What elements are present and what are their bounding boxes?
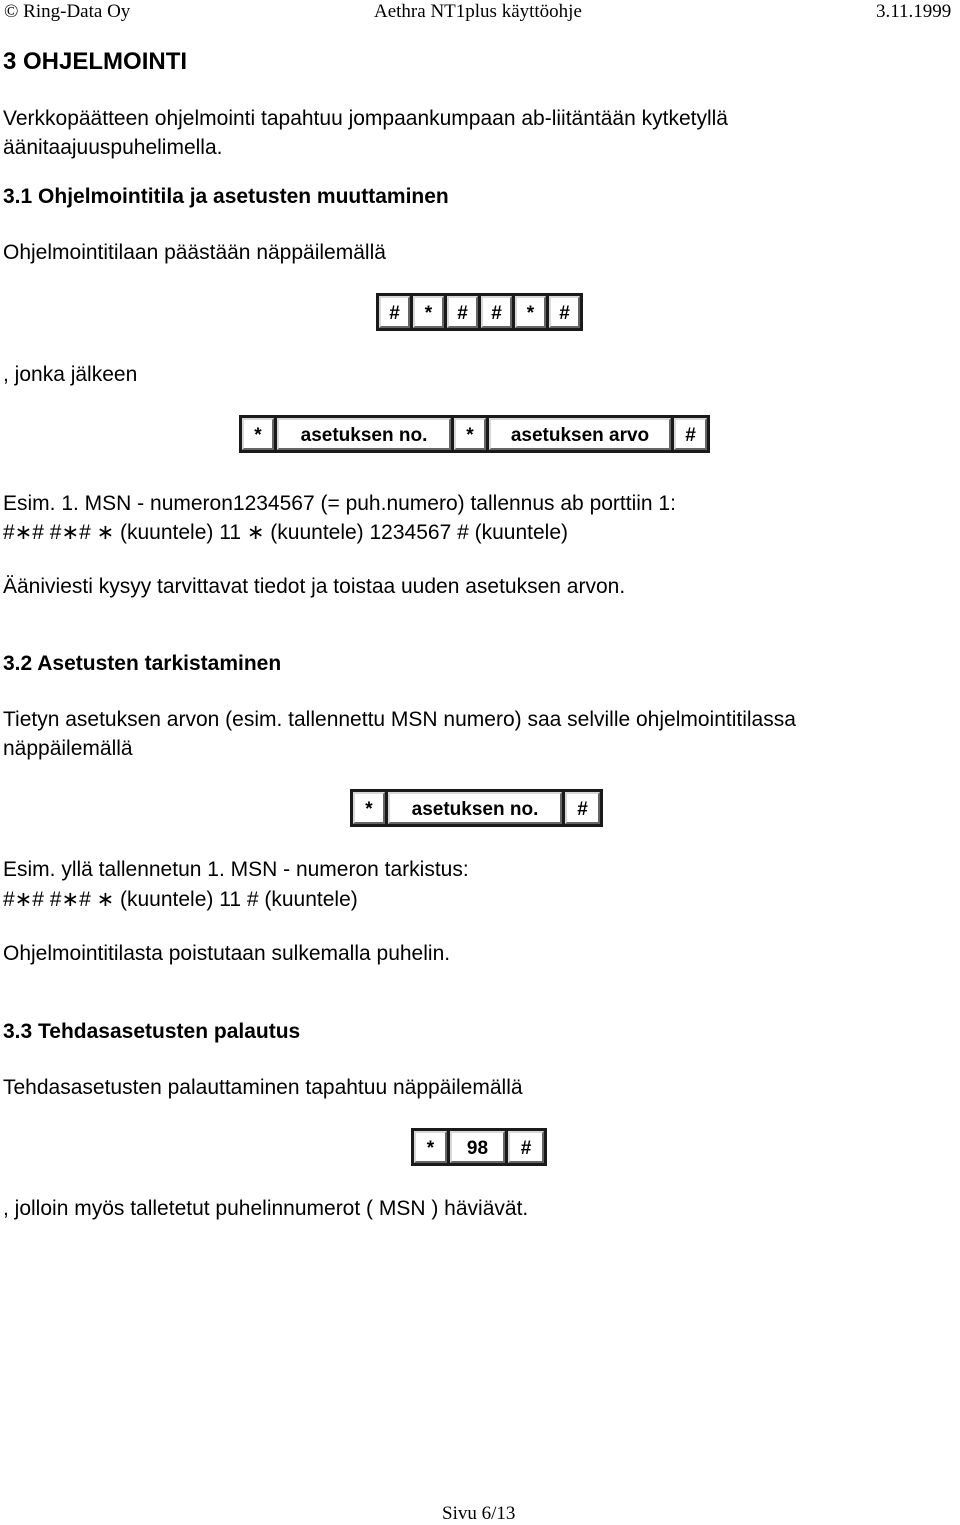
key-setting-number: asetuksen no. bbox=[388, 792, 562, 824]
section-3-3-title: 3.3 Tehdasasetusten palautus bbox=[3, 1020, 301, 1043]
section-3-2-line2: näppäilemällä bbox=[3, 737, 133, 760]
key-hash: # bbox=[481, 296, 512, 328]
key-hash: # bbox=[674, 418, 707, 450]
key-98: 98 bbox=[450, 1131, 505, 1163]
key-star: * bbox=[242, 418, 274, 450]
key-hash: # bbox=[508, 1131, 544, 1163]
key-star: * bbox=[414, 1131, 447, 1163]
header-copyright: © Ring-Data Oy bbox=[4, 1, 131, 22]
chapter-title: 3 OHJELMOINTI bbox=[3, 48, 188, 75]
chapter-intro-line1: Verkkopäätteen ohjelmointi tapahtuu jompaankumpaan ab-liitäntään kytketyllä bbox=[3, 107, 728, 130]
chapter-intro-line2: äänitaajuuspuhelimella. bbox=[3, 136, 223, 159]
section-3-1-note: Ääniviesti kysyy tarvittavat tiedot ja toistaa uuden asetuksen arvon. bbox=[3, 575, 626, 598]
keys-check-setting bbox=[350, 789, 603, 827]
section-3-1-title: 3.1 Ohjelmointitila ja asetusten muuttaminen bbox=[3, 185, 449, 208]
page-number: Sivu 6/13 bbox=[442, 1503, 516, 1524]
section-3-3-line1: Tehdasasetusten palauttaminen tapahtuu näppäilemällä bbox=[3, 1076, 523, 1099]
keys-factory-reset bbox=[411, 1128, 547, 1166]
section-3-2-example: Esim. yllä tallennetun 1. MSN - numeron tarkistus: bbox=[3, 858, 469, 881]
section-3-1-after-label: , jonka jälkeen bbox=[3, 363, 138, 386]
key-star: * bbox=[413, 296, 444, 328]
key-star: * bbox=[515, 296, 546, 328]
key-hash: # bbox=[549, 296, 580, 328]
key-star: * bbox=[454, 418, 486, 450]
section-3-1-sequence: #∗# #∗# ∗ (kuuntele) 11 ∗ (kuuntele) 1234567 # (kuuntele) bbox=[3, 521, 568, 544]
section-3-1-line1: Ohjelmointitilaan päästään näppäilemällä bbox=[3, 241, 386, 264]
section-3-2-title: 3.2 Asetusten tarkistaminen bbox=[3, 652, 282, 675]
key-hash: # bbox=[565, 792, 600, 824]
section-3-3-note: , jolloin myös talletetut puhelinnumerot ( MSN ) häviävät. bbox=[3, 1197, 529, 1220]
keys-enter-programming bbox=[376, 293, 583, 331]
section-3-2-note: Ohjelmointitilasta poistutaan sulkemalla puhelin. bbox=[3, 942, 451, 965]
key-star: * bbox=[353, 792, 385, 824]
section-3-2-sequence: #∗# #∗# ∗ (kuuntele) 11 # (kuuntele) bbox=[3, 888, 358, 911]
section-3-2-line1: Tietyn asetuksen arvon (esim. tallennettu MSN numero) saa selville ohjelmointitilassa bbox=[3, 708, 796, 731]
key-setting-number: asetuksen no. bbox=[277, 418, 451, 450]
key-hash: # bbox=[379, 296, 410, 328]
header-document-title: Aethra NT1plus käyttöohje bbox=[374, 1, 582, 22]
key-setting-value: asetuksen arvo bbox=[489, 418, 671, 450]
key-hash: # bbox=[447, 296, 478, 328]
keys-set-value bbox=[239, 415, 710, 453]
section-3-1-example: Esim. 1. MSN - numeron1234567 (= puh.numero) tallennus ab porttiin 1: bbox=[3, 492, 676, 515]
header-date: 3.11.1999 bbox=[876, 1, 952, 22]
